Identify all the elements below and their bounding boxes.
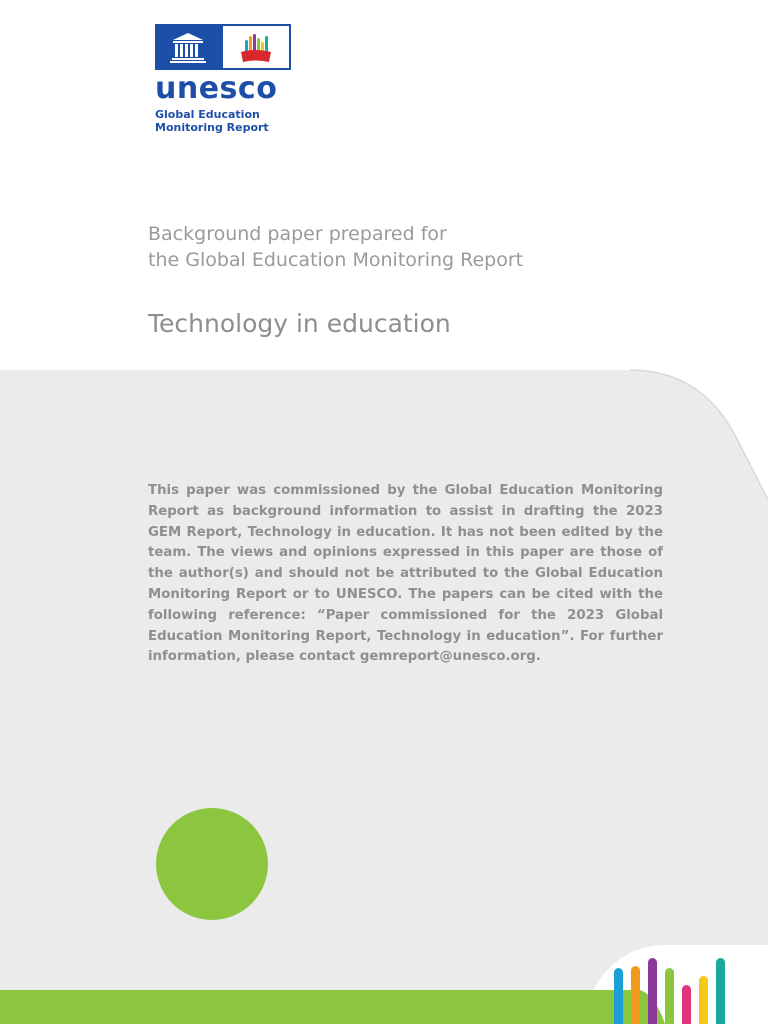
green-band bbox=[0, 990, 665, 1024]
green-circle bbox=[156, 808, 268, 920]
logo-subtitle-line1: Global Education bbox=[155, 108, 260, 121]
bar-3 bbox=[648, 958, 657, 1024]
temple-icon bbox=[157, 26, 219, 68]
gem-emblem bbox=[223, 26, 289, 68]
background-line-2: the Global Education Monitoring Report bbox=[148, 249, 524, 271]
bar-5 bbox=[682, 985, 691, 1024]
background-line-1: Background paper prepared for bbox=[148, 223, 447, 245]
logo-box bbox=[155, 24, 291, 70]
logo-subtitle-line2: Monitoring Report bbox=[155, 121, 269, 134]
logo-subtitle bbox=[155, 108, 295, 134]
bar-1 bbox=[614, 968, 623, 1024]
books-bars-icon bbox=[223, 26, 289, 68]
bar-4 bbox=[665, 968, 674, 1024]
bar-2 bbox=[631, 966, 640, 1024]
commission-notice: This paper was commissioned by the Global Education Monitoring Report as background information to assist in drafting the 2023 GEM Report, Technology in education. It has not been edited by the team. The views and opinions expressed in this paper are those of the author(s) and should not be attributed to the Global Education Monitoring Report or to UNESCO. The papers can be cited with the following reference: “Paper commissioned for the 2023 Global Education Monitoring Report, Technology in education”. For further information, please contact gemreport@unesco.org. bbox=[148, 483, 663, 665]
temple-emblem bbox=[157, 26, 223, 68]
bar-7 bbox=[716, 958, 725, 1024]
bar-6 bbox=[699, 976, 708, 1024]
logo-wordmark: unesco bbox=[155, 71, 278, 106]
unesco-logo bbox=[155, 24, 295, 134]
document-title: Technology in education bbox=[148, 309, 451, 338]
grey-panel bbox=[0, 370, 768, 1024]
